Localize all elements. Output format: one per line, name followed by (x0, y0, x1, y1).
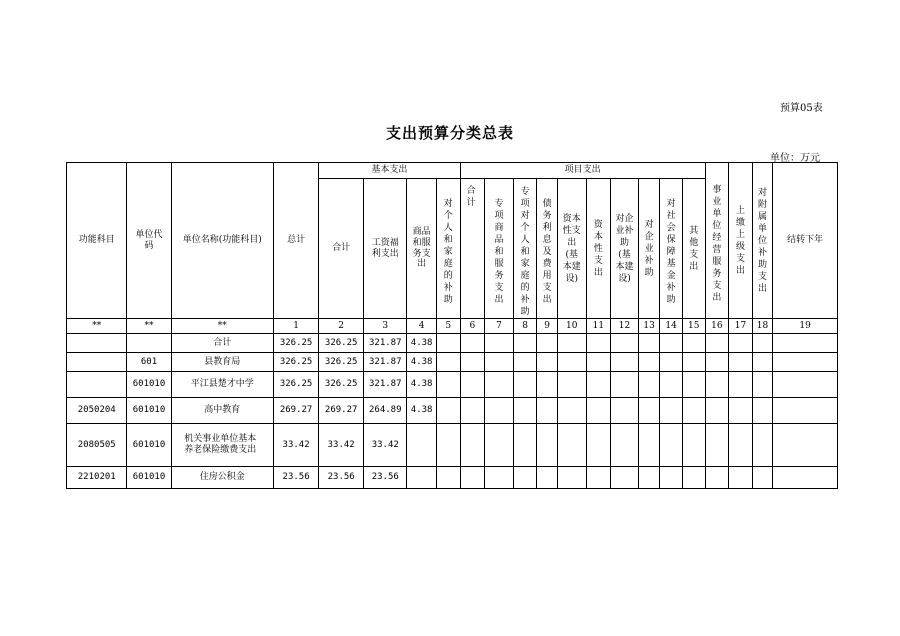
unit-code-cell: 601 (127, 353, 171, 372)
unit-name-cell: 合计 (171, 334, 274, 353)
index-cell: 6 (460, 319, 485, 334)
goods-cell: 4.38 (407, 398, 437, 424)
table-row (67, 334, 838, 353)
form-number: 预算05表 (780, 103, 823, 114)
header-other: 其他支出 (682, 179, 705, 319)
table-row (67, 424, 838, 467)
basic-total-cell: 326.25 (319, 353, 364, 372)
index-cell: 15 (682, 319, 705, 334)
salary-cell: 264.89 (364, 398, 407, 424)
index-cell: 13 (638, 319, 660, 334)
table-row (67, 353, 838, 372)
budget-table (66, 162, 838, 489)
header-basic: 基本支出 (319, 163, 460, 179)
index-cell: 19 (773, 319, 838, 334)
header-total: 总计 (274, 163, 319, 319)
index-cell: 11 (586, 319, 611, 334)
index-cell: 8 (513, 319, 537, 334)
index-cell: ** (67, 319, 127, 334)
salary-cell: 321.87 (364, 353, 407, 372)
index-cell: 7 (485, 319, 514, 334)
unit-code-cell (127, 334, 171, 353)
basic-total-cell: 33.42 (319, 424, 364, 467)
header-subsidiary: 对附属单位补助支出 (752, 163, 773, 319)
header-project: 项目支出 (460, 163, 705, 179)
header-proj-total: 合计 (460, 179, 485, 319)
total-cell: 326.25 (274, 372, 319, 398)
header-capital-basic: 资本性支出(基本建设) (557, 179, 586, 319)
goods-cell: 4.38 (407, 334, 437, 353)
index-row (67, 319, 838, 334)
salary-cell: 321.87 (364, 334, 407, 353)
index-cell: 9 (537, 319, 558, 334)
unit-name-cell: 县教育局 (171, 353, 274, 372)
table-row (67, 467, 838, 489)
goods-cell (407, 424, 437, 467)
basic-total-cell: 326.25 (319, 334, 364, 353)
unit-code-cell: 601010 (127, 424, 171, 467)
table-row (67, 372, 838, 398)
salary-cell: 321.87 (364, 372, 407, 398)
salary-cell: 23.56 (364, 467, 407, 489)
unit-name-cell: 平江县楚才中学 (171, 372, 274, 398)
index-cell: ** (171, 319, 274, 334)
total-cell: 23.56 (274, 467, 319, 489)
index-cell: 10 (557, 319, 586, 334)
header-social: 对社会保障基金补助 (660, 179, 683, 319)
index-cell: 18 (752, 319, 773, 334)
header-goods: 商品和服务支出 (407, 179, 437, 319)
header-basic-total: 合计 (319, 179, 364, 319)
func-code-cell (67, 353, 127, 372)
salary-cell: 33.42 (364, 424, 407, 467)
unit-name-cell: 高中教育 (171, 398, 274, 424)
index-cell: 4 (407, 319, 437, 334)
index-cell: ** (127, 319, 171, 334)
unit-name-cell: 机关事业单位基本养老保险缴费支出 (171, 424, 274, 467)
func-code-cell: 2080505 (67, 424, 127, 467)
unit-code-cell: 601010 (127, 372, 171, 398)
index-cell: 2 (319, 319, 364, 334)
unit-code-cell: 601010 (127, 467, 171, 489)
goods-cell: 4.38 (407, 353, 437, 372)
page-title: 支出预算分类总表 (385, 124, 514, 142)
table-row (67, 398, 838, 424)
header-capital: 资本性支出 (586, 179, 611, 319)
header-name: 单位名称(功能科目) (171, 163, 274, 319)
header-upper: 上缴上级支出 (729, 163, 753, 319)
index-cell: 1 (274, 319, 319, 334)
func-code-cell: 2210201 (67, 467, 127, 489)
index-cell: 14 (660, 319, 683, 334)
header-carryover: 结转下年 (773, 163, 838, 319)
total-cell: 33.42 (274, 424, 319, 467)
unit-name-cell: 住房公积金 (171, 467, 274, 489)
goods-cell: 4.38 (407, 372, 437, 398)
index-cell: 16 (705, 319, 729, 334)
header-salary: 工资福利支出 (364, 179, 407, 319)
index-cell: 17 (729, 319, 753, 334)
header-business: 事业单位经营服务支出 (705, 163, 729, 319)
header-code: 单位代码 (127, 163, 171, 319)
unit-label: 单位：万元 (770, 153, 820, 164)
index-cell: 5 (436, 319, 460, 334)
func-code-cell (67, 372, 127, 398)
header-personal: 对个人和家庭的补助 (436, 179, 460, 319)
unit-code-cell: 601010 (127, 398, 171, 424)
header-debt: 债务利息及费用支出 (537, 179, 558, 319)
header-enterprise-basic: 对企业补助(基本建设) (611, 179, 639, 319)
goods-cell (407, 467, 437, 489)
basic-total-cell: 326.25 (319, 372, 364, 398)
header-special-goods: 专项商品和服务支出 (485, 179, 514, 319)
header-special-personal: 专项对个人和家庭的补助 (513, 179, 537, 319)
index-cell: 12 (611, 319, 639, 334)
total-cell: 269.27 (274, 398, 319, 424)
header-func: 功能科目 (67, 163, 127, 319)
total-cell: 326.25 (274, 353, 319, 372)
basic-total-cell: 23.56 (319, 467, 364, 489)
func-code-cell: 2050204 (67, 398, 127, 424)
total-cell: 326.25 (274, 334, 319, 353)
func-code-cell (67, 334, 127, 353)
index-cell: 3 (364, 319, 407, 334)
header-enterprise: 对企业补助 (638, 179, 660, 319)
basic-total-cell: 269.27 (319, 398, 364, 424)
